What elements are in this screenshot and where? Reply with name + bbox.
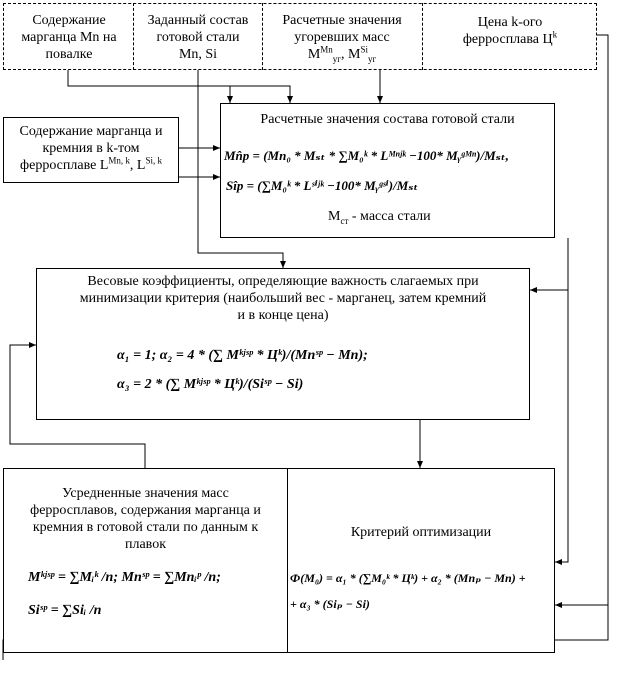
arrow-alloy-to-calc-2	[178, 148, 220, 177]
arrow-calc-to-criterion	[555, 238, 568, 562]
arrow-target-to-calc	[198, 86, 290, 103]
calc-composition-title: Расчетные значения состава готовой стали	[260, 112, 515, 127]
alloy-price-label: Цена k-ого ферросплава $Ц^k$	[462, 15, 558, 47]
calc-formula-si: Sîp = (∑M₀ᵏ * Lˢⁱʲᵏ −100* Mᵧᵍˢⁱ)/Mₛₜ	[226, 178, 419, 193]
mn-on-tap-label: Содержание марганца Mn на повалке	[21, 13, 117, 62]
weights-formula-2: α₃ = 2 * (∑ Mᵏʲˢᵖ * Цᵏ)/(Siˢᵖ − Si)	[117, 377, 304, 392]
steel-mass-note: $M_{ст}$ - масса стали	[328, 209, 431, 226]
averages-label: Усредненные значения масс ферросплавов, содержания марганца и кремния в готовой стали по данным к плавок	[30, 486, 261, 552]
arrow-price-to-criterion	[555, 35, 608, 605]
criterion-formula-1: Ф(M₀) = α₁ * (∑M₀ᵏ * Цᵏ) + α₂ * (Mnₚ − Mn) +	[290, 571, 526, 585]
criterion-formula-2: + α₃ * (Siₚ − Si)	[290, 597, 370, 611]
weights-label: Весовые коэффициенты, определяющие важность слагаемых при минимизации критерия (наибольший вес - марганец, затем кремний и в конце цена)	[79, 274, 487, 323]
criterion-title: Критерий оптимизации	[350, 525, 492, 540]
calc-formula-mn: Mn̂p = (Mn₀ * Mₛₜ * ∑M₀ᵏ * Lᴹⁿʲᵏ −100* Mᵧᵍᴹⁿ)/Mₛₜ,	[224, 148, 509, 163]
criterion-box	[287, 468, 555, 653]
target-composition-label: Заданный состав готовой стали Mn, Si	[147, 13, 249, 62]
averages-formula-1: Mᵏʲˢᵖ = ∑Mᵢᵏ /n; Mnˢᵖ = ∑Mnᵢᵖ /n;	[28, 570, 221, 585]
weights-formula-1: α₁ = 1; α₂ = 4 * (∑ Mᵏʲˢᵖ * Цᵏ)/(Mnˢᵖ − Mn);	[117, 348, 368, 363]
averages-formula-2: Siˢᵖ = ∑Siᵢ /n	[28, 603, 102, 618]
burnt-mass-label: Расчетные значения угоревших масс $M^{Mn}_{уг}$, $M^{Si}_{уг}$	[282, 13, 402, 64]
alloy-content-label: Содержание марганца и кремния в k-том ферросплаве $L^{Mn, k}$, $L^{Si, k}$	[19, 124, 163, 173]
